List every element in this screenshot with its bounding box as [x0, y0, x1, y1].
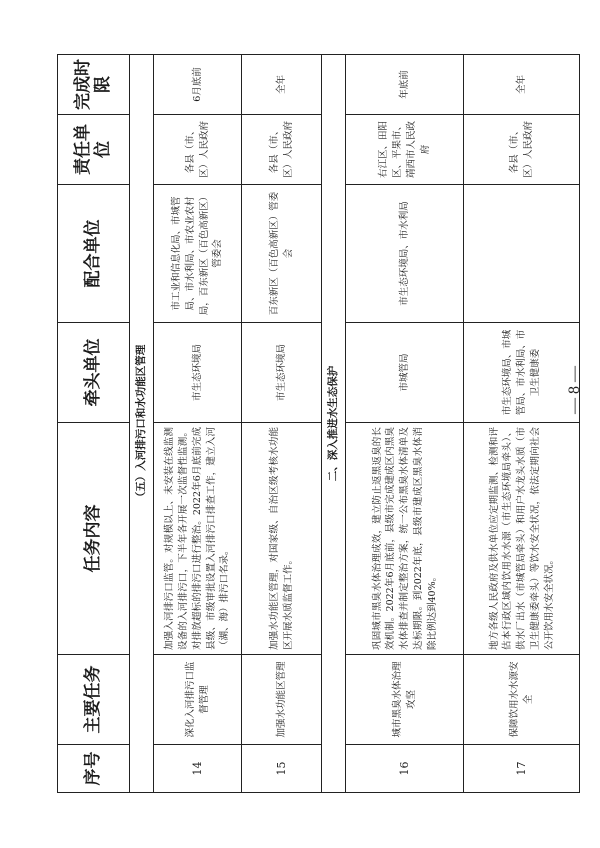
table-row — [242, 55, 322, 793]
row-resp-unit: 各县（市、区）人民政府 — [242, 115, 322, 185]
header-task: 主要任务 — [58, 655, 130, 745]
header-seq: 序号 — [58, 745, 130, 793]
row-number: 16 — [346, 745, 464, 793]
header-content: 任务内容 — [58, 423, 130, 655]
section-heading-5: （五）入河排污口和水功能区管理 — [130, 55, 154, 793]
row-number: 17 — [464, 745, 580, 793]
row-deadline: 全年 — [242, 55, 322, 115]
row-coop-unit — [464, 185, 580, 323]
table-header-row — [58, 55, 130, 793]
row-task: 加强水功能区管理 — [242, 655, 322, 745]
row-coop-unit: 市工业和信息化局、市城管局、市水利局、市农业农村局，百东新区（百色高新区）管委会 — [154, 185, 242, 323]
row-deadline: 全年 — [464, 55, 580, 115]
row-deadline: 6月底前 — [154, 55, 242, 115]
table-row — [346, 55, 464, 793]
rotated-table-page — [57, 55, 567, 793]
row-coop-unit: 市生态环境局、市水利局 — [346, 185, 464, 323]
row-resp-unit: 各县（市、区）人民政府 — [154, 115, 242, 185]
section-heading-2: 二、深入推进水生态保护 — [322, 55, 346, 793]
section-row — [130, 55, 154, 793]
row-task: 保障饮用水水源安全 — [464, 655, 580, 745]
row-number: 15 — [242, 745, 322, 793]
row-resp-unit: 各县（市、区）人民政府 — [464, 115, 580, 185]
header-lead-unit: 牵头单位 — [58, 323, 130, 423]
row-lead-unit: 市生态环境局 — [242, 323, 322, 423]
row-content: 加强水功能区管理，对国家级、自治区级考核水功能区开展水质监督工作。 — [242, 423, 322, 655]
task-table — [57, 54, 580, 793]
row-deadline: 年底前 — [346, 55, 464, 115]
header-coop-unit: 配合单位 — [58, 185, 130, 323]
row-content: 地方各级人民政府及供水单位应定期监测、检测和评估本行政区域内饮用水水源（市生态环境局牵头）、供水厂出水（市城管局牵头）和用户水龙头水质（市卫生健康委牵头）等饮水安全状况，依法定期向社会公开饮用水安全状况。 — [464, 423, 580, 655]
row-lead-unit: 市生态环境局 — [154, 323, 242, 423]
row-content: 加强入河排污口监管。对规模以上、未安装在线监测设备的入河排污口，下半年各开展一次监督性监测。对排放超标的排污口进行整治。2022年6月底前完成县级、市级审批设置入河排污口排查工作，建立入河（湖、海）排污口名录。 — [154, 423, 242, 655]
row-coop-unit: 百东新区（百色高新区）管委会 — [242, 185, 322, 323]
header-resp-unit: 责任单位 — [58, 115, 130, 185]
row-lead-unit: 市城管局 — [346, 323, 464, 423]
row-resp-unit: 右江区、田阳区、平果市、靖西市人民政府 — [346, 115, 464, 185]
table-row — [154, 55, 242, 793]
row-task: 城市黑臭水体治理攻坚 — [346, 655, 464, 745]
row-task: 深化入河排污口监督管理 — [154, 655, 242, 745]
row-lead-unit: 市生态环境局、市城管局、市水利局、市卫生健康委 — [464, 323, 580, 423]
row-number: 14 — [154, 745, 242, 793]
row-content: 巩固城市黑臭水体治理成效，建立防止返黑返臭的长效机制。2022年6月底前，县级市完成建成区内黑臭水体排查并制定整治方案，统一公布黑臭水体清单及达标期限。到2022年底，县级市建成区黑臭水体消除比例达到40%。 — [346, 423, 464, 655]
section-row — [322, 55, 346, 793]
page-number: — 8 — — [566, 366, 583, 414]
table-row — [464, 55, 580, 793]
header-deadline: 完成时限 — [58, 55, 130, 115]
